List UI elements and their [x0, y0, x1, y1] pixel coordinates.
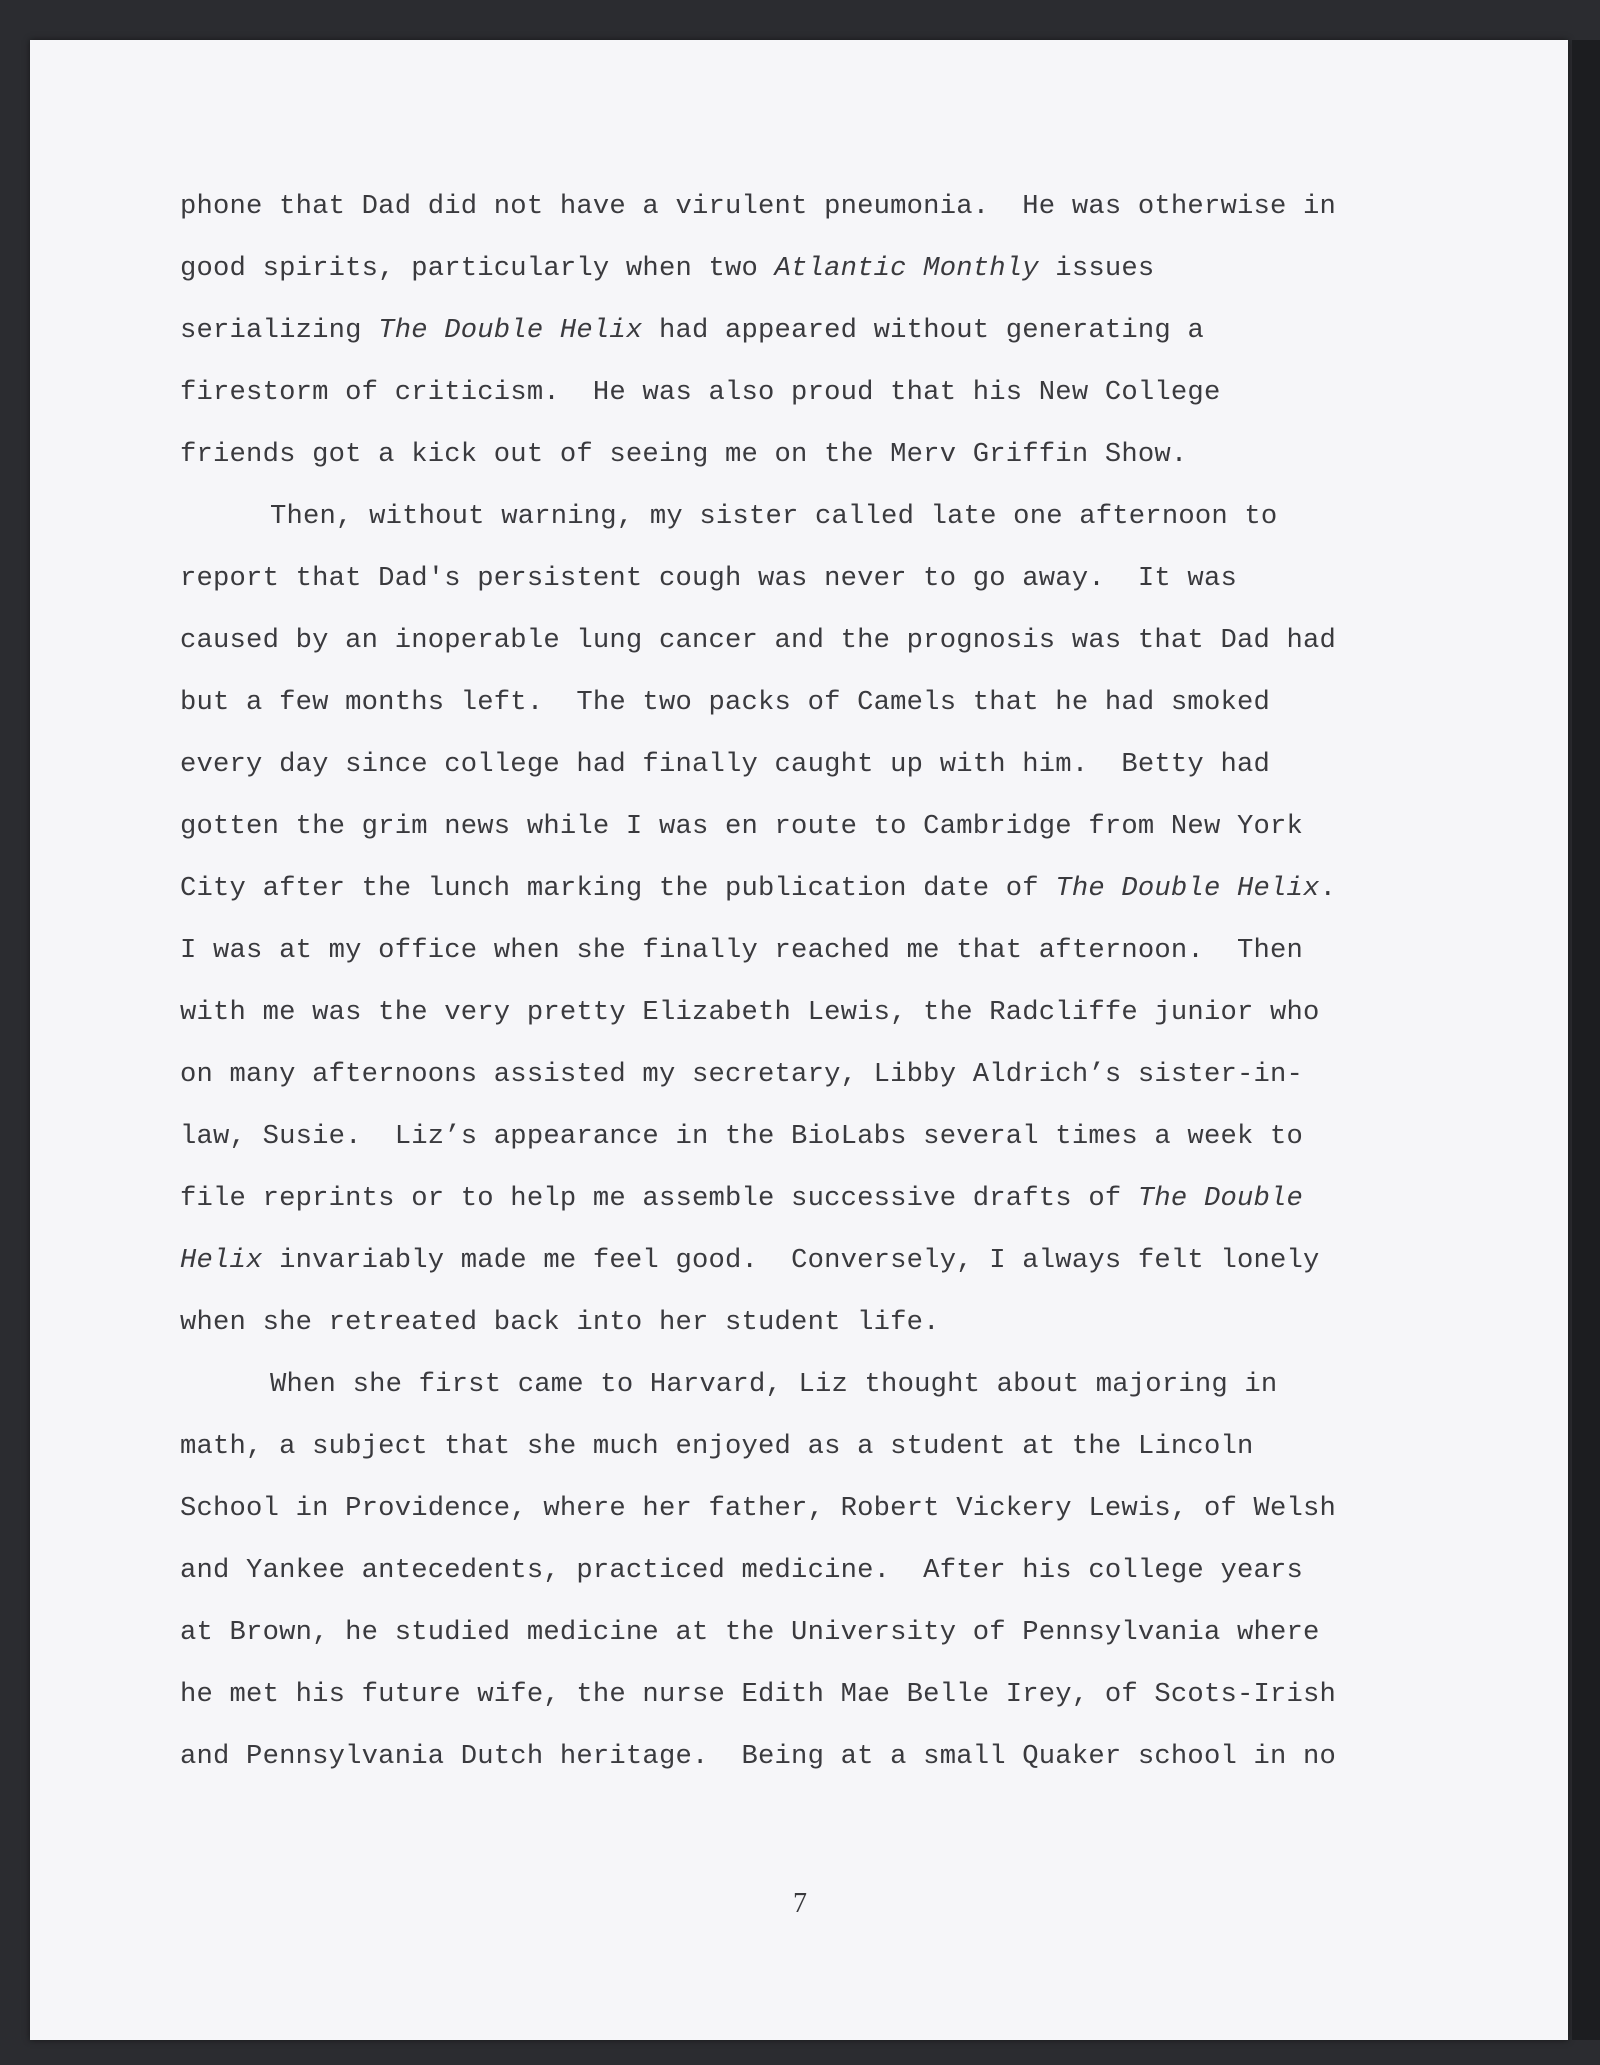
text-line	[180, 300, 1380, 362]
italic-title: Helix	[180, 1245, 263, 1276]
text-line	[180, 548, 1380, 610]
text-line	[180, 424, 1380, 486]
text-line	[180, 796, 1380, 858]
text-line	[180, 1106, 1380, 1168]
text-run: serializing	[180, 315, 379, 346]
text-run: I was at my office when she finally reached me that afternoon. Then	[180, 935, 1304, 966]
page-number: 7	[793, 1888, 807, 1919]
text-run: firestorm of criticism. He was also proud that his New College	[180, 377, 1221, 408]
text-run: at Brown, he studied medicine at the University of Pennsylvania where	[180, 1617, 1320, 1648]
italic-title: The Double	[1137, 1183, 1304, 1214]
text-line	[180, 1168, 1380, 1230]
text-line	[180, 858, 1380, 920]
text-line	[180, 734, 1380, 796]
text-line	[180, 1726, 1380, 1788]
text-run: City after the lunch marking the publication date of	[180, 873, 1056, 904]
text-run: gotten the grim news while I was en route to Cambridge from New York	[180, 811, 1304, 842]
text-run: School in Providence, where her father, Robert Vickery Lewis, of Welsh	[180, 1493, 1337, 1524]
text-line	[180, 1602, 1380, 1664]
text-line	[180, 982, 1380, 1044]
text-run: and Yankee antecedents, practiced medicine. After his college years	[180, 1555, 1304, 1586]
text-run: .	[1319, 873, 1337, 904]
italic-title: Atlantic Monthly	[774, 253, 1039, 284]
text-line	[180, 1416, 1380, 1478]
text-line	[180, 1354, 1380, 1416]
italic-title: The Double Helix	[378, 315, 643, 346]
paragraph	[180, 486, 1380, 1354]
text-line	[180, 1664, 1380, 1726]
background-edge	[1572, 40, 1600, 2040]
text-run: invariably made me feel good. Conversely, I always felt lonely	[262, 1245, 1320, 1276]
text-run: he met his future wife, the nurse Edith Mae Belle Irey, of Scots-Irish	[180, 1679, 1337, 1710]
text-run: When she first came to Harvard, Liz thought about majoring in	[270, 1369, 1278, 1400]
text-line	[180, 362, 1380, 424]
italic-title: The Double Helix	[1055, 873, 1320, 904]
text-line	[180, 610, 1380, 672]
text-run: Then, without warning, my sister called late one afternoon to	[270, 501, 1278, 532]
text-run: caused by an inoperable lung cancer and the prognosis was that Dad had	[180, 625, 1337, 656]
text-line	[180, 1230, 1380, 1292]
paragraph	[180, 1354, 1380, 1788]
text-run: with me was the very pretty Elizabeth Lewis, the Radcliffe junior who	[180, 997, 1320, 1028]
text-line	[180, 920, 1380, 982]
text-run: file reprints or to help me assemble successive drafts of	[180, 1183, 1138, 1214]
text-run: had appeared without generating a	[642, 315, 1204, 346]
paragraph	[180, 176, 1380, 486]
text-run: law, Susie. Liz’s appearance in the BioLabs several times a week to	[180, 1121, 1304, 1152]
text-line	[180, 1044, 1380, 1106]
text-run: friends got a kick out of seeing me on the Merv Griffin Show.	[180, 439, 1188, 470]
text-run: when she retreated back into her student life.	[180, 1307, 940, 1338]
text-line	[180, 1292, 1380, 1354]
text-run: good spirits, particularly when two	[180, 253, 775, 284]
text-run: math, a subject that she much enjoyed as a student at the Lincoln	[180, 1431, 1254, 1462]
text-run: report that Dad's persistent cough was never to go away. It was	[180, 563, 1237, 594]
text-run: issues	[1038, 253, 1155, 284]
text-run: phone that Dad did not have a virulent pneumonia. He was otherwise in	[180, 191, 1337, 222]
text-line	[180, 672, 1380, 734]
text-line	[180, 1540, 1380, 1602]
text-line	[180, 176, 1380, 238]
text-run: on many afternoons assisted my secretary, Libby Aldrich’s sister-in-	[180, 1059, 1304, 1090]
text-line	[180, 238, 1380, 300]
text-run: every day since college had finally caught up with him. Betty had	[180, 749, 1270, 780]
text-line	[180, 1478, 1380, 1540]
text-run: and Pennsylvania Dutch heritage. Being at a small Quaker school in no	[180, 1741, 1337, 1772]
text-run: but a few months left. The two packs of Camels that he had smoked	[180, 687, 1270, 718]
text-line	[180, 486, 1380, 548]
document-body	[180, 176, 1380, 1788]
